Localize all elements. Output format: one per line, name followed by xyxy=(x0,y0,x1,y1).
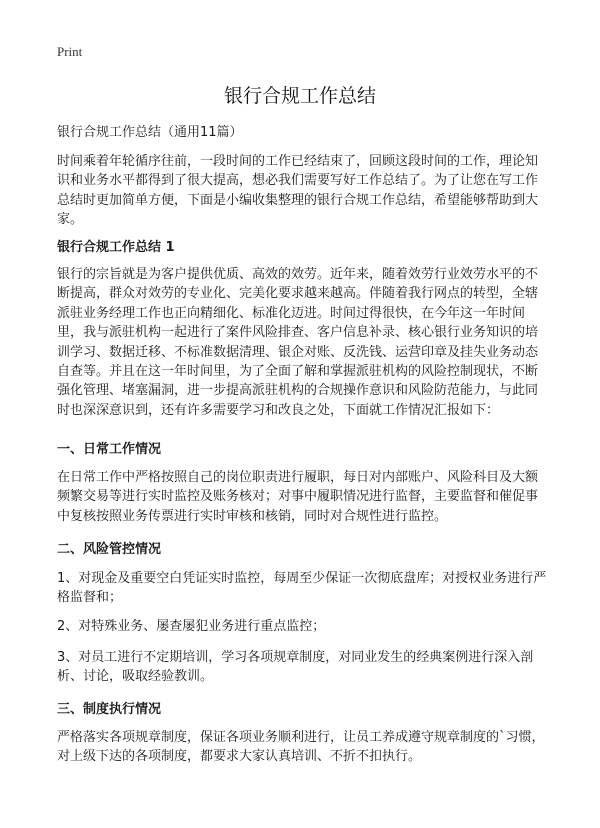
print-label: Print xyxy=(57,44,83,59)
section-heading-1: 银行合规工作总结 1 xyxy=(57,240,175,255)
intro-paragraph: 时间乘着年轮循序往前，一段时间的工作已经结束了，回顾这段时间的工作，理论知识和业务水平都得到了很大提高，想必我们需要写好工作总结了。为了让您在写工作总结时更加简单方便，下面是小编收集整理的银行合规工作总结，希望能够帮助到大家。 xyxy=(57,154,539,228)
page-title: 银行合规工作总结 xyxy=(223,85,376,107)
part-policy-execution-body: 严格落实各项规章制度，保证各项业务顺利进行，让员工养成遵守规章制度的`习惯，对上级下达的各项制度，都要求大家认真培训、不折不扣执行。 xyxy=(57,730,545,765)
risk-item-3: 3、对员工进行不定期培训，学习各项规章制度，对同业发生的经典案例进行深入剖析、讨论，吸取经验教训。 xyxy=(57,650,534,685)
risk-item-1: 1、对现金及重要空白凭证实时监控，每周至少保证一次彻底盘库；对授权业务进行严格监督和； xyxy=(57,571,547,606)
section-1-body: 银行的宗旨就是为客户提供优质、高效的效劳。近年来，随着效劳行业效劳水平的不断提高，群众对效劳的专业化、完美化要求越来越高。伴随着我行网点的转型，全辖派驻业务经理工作也正向精细化、标准化迈进。时间过得很快，在今年这一年时间里，我与派驻机构一起进行了案件风险排查、客户信息补录、核心银行业务知识的培训学习、数据迁移、不标准数据清理、银企对账、反洗钱、运营印章及挂失业务动态自查等。并且在这一年时间里，为了全面了解和掌握派驻机构的风险控制现状，不断强化管理、堵塞漏洞，进一步提高派驻机构的合规操作意识和风险防范能力，与此同时也深深意识到，还有许多需要学习和改良之处，下面就工作情况汇报如下： xyxy=(57,267,539,418)
subtitle: 银行合规工作总结（通用11篇） xyxy=(57,125,243,140)
part-heading-policy-execution: 三、制度执行情况 xyxy=(57,702,162,717)
risk-item-2: 2、对特殊业务、屡查屡犯业务进行重点监控； xyxy=(57,619,326,634)
part-heading-daily-work: 一、日常工作情况 xyxy=(57,442,162,457)
part-daily-work-body: 在日常工作中严格按照自己的岗位职责进行履职，每日对内部账户、风险科目及大额频繁交易等进行实时监控及账务核对；对事中履职情况进行监督，主要监督和催促事中复核按照业务传票进行实时审核和核销，同时对合规性进行监控。 xyxy=(57,470,539,524)
part-heading-risk-control: 二、风险管控情况 xyxy=(57,542,162,557)
